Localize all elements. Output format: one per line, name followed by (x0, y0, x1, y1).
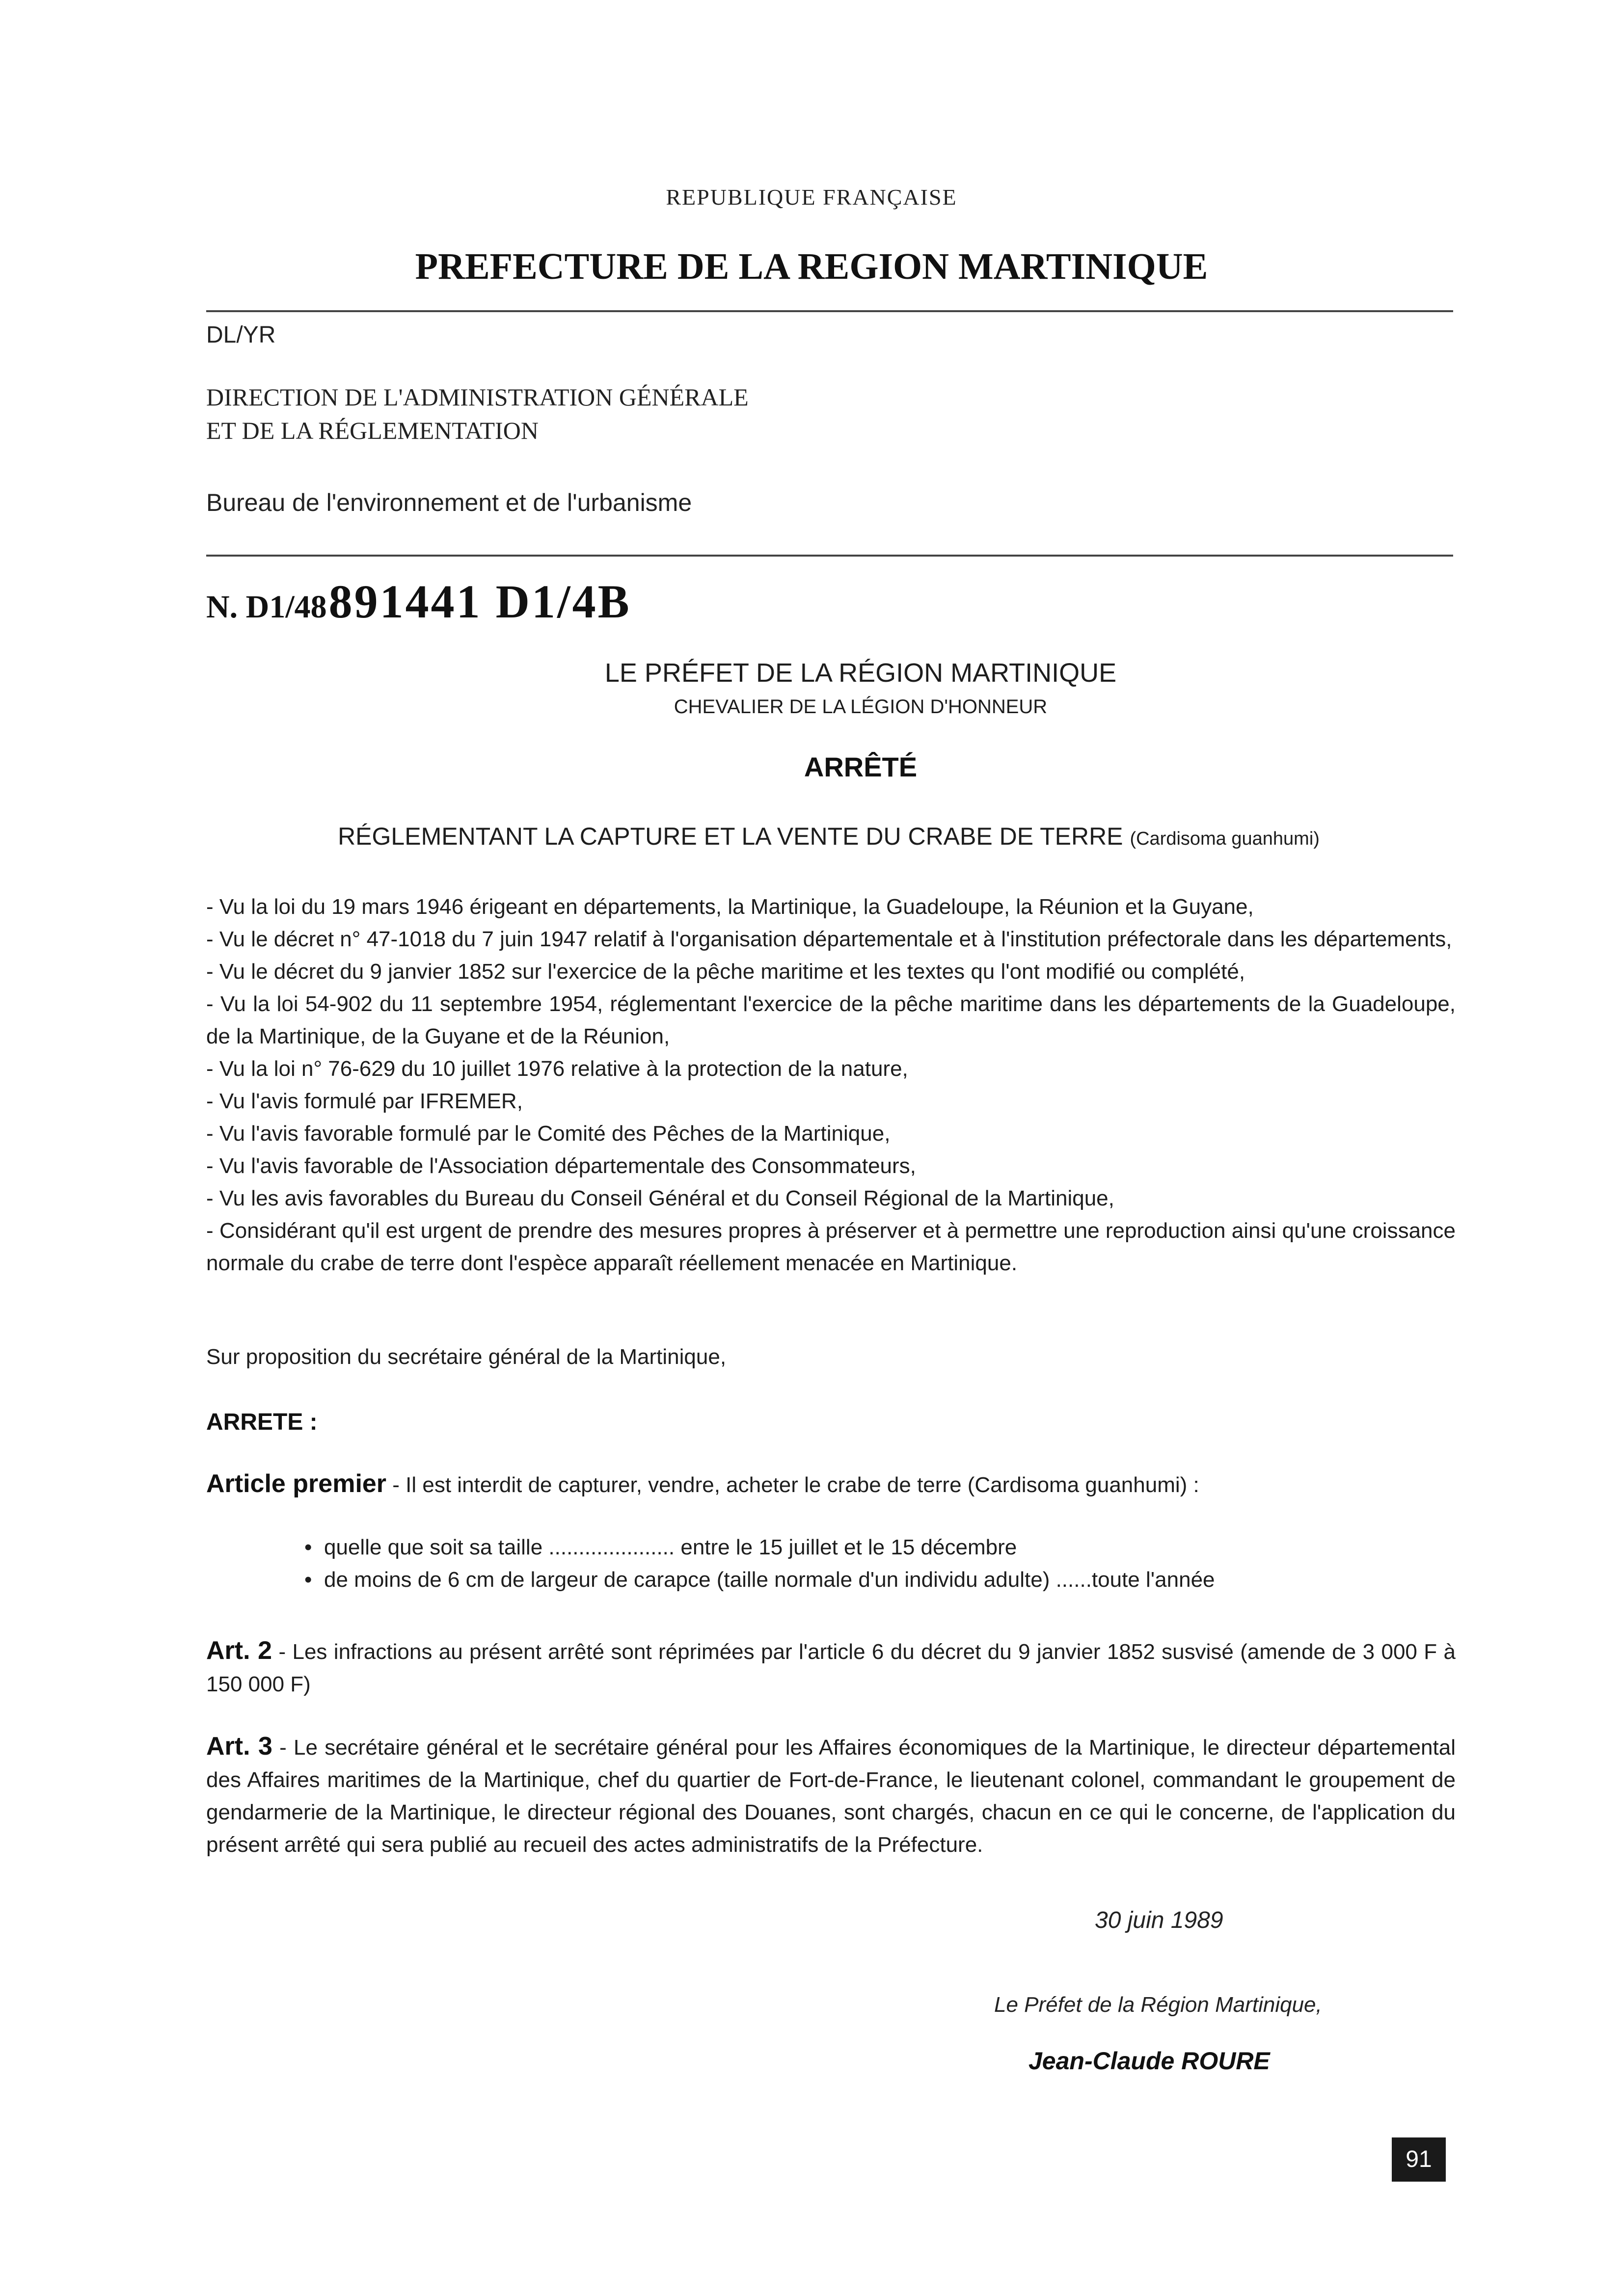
consideration-item: - Vu la loi du 19 mars 1946 érigeant en départements, la Martinique, la Guadeloupe, la Réunion et la Guyane, (206, 895, 1254, 919)
chevalier-title: CHEVALIER DE LA LÉGION D'HONNEUR (674, 696, 1048, 718)
bullet-text: quelle que soit sa taille ..................... entre le 15 juillet et le 15 décembre (324, 1535, 1017, 1559)
article-2-text: - Les infractions au présent arrêté sont réprimées par l'article 6 du décret du 9 janvier 1852 susvisé (amende de 3 000 F à 150 000 F) (206, 1640, 1456, 1696)
article-3-label: Art. 3 (206, 1732, 272, 1761)
consideration-item: - Vu l'avis favorable de l'Association départementale des Consommateurs, (206, 1154, 916, 1178)
prefecture-title: PREFECTURE DE LA REGION MARTINIQUE (415, 246, 1208, 287)
article-premier-label: Article premier (206, 1469, 387, 1498)
article-premier (206, 1468, 1456, 1501)
article-premier-text: - Il est interdit de capturer, vendre, acheter le crabe de terre (Cardisoma guanhumi) : (386, 1473, 1199, 1497)
consideration-item: - Vu les avis favorables du Bureau du Conseil Général et du Conseil Régional de la Martinique, (206, 1186, 1114, 1210)
consideration-item: - Vu le décret n° 47-1018 du 7 juin 1947 relatif à l'organisation départementale et à l'institution préfectorale dans les départements, (206, 927, 1452, 951)
signer-name: Jean-Claude ROURE (1028, 2047, 1270, 2075)
bullet-icon: • (304, 1568, 312, 1592)
direction-block (206, 380, 749, 447)
header-divider (206, 310, 1453, 312)
subject-text: RÉGLEMENTANT LA CAPTURE ET LA VENTE DU CRABE DE TERRE (338, 823, 1123, 850)
subject-scientific-name: (Cardisoma guanhumi) (1130, 828, 1320, 849)
proposition-line: Sur proposition du secrétaire général de la Martinique, (206, 1345, 727, 1369)
article-premier-bullets (304, 1531, 1215, 1596)
bullet-item (304, 1531, 1215, 1564)
bureau-name: Bureau de l'environnement et de l'urbanisme (206, 489, 692, 516)
article-2 (206, 1634, 1456, 1701)
direction-line-2: ET DE LA RÉGLEMENTATION (206, 417, 539, 444)
article-2-label: Art. 2 (206, 1636, 272, 1665)
page-number: 91 (1392, 2137, 1446, 2182)
bullet-item (304, 1564, 1215, 1596)
consideration-item: - Vu la loi 54-902 du 11 septembre 1954, réglementant l'exercice de la pêche maritime dans les départements de la Guadeloupe, de la Martinique, de la Guyane et de la Réunion, (206, 992, 1456, 1048)
reference-code: DL/YR (206, 322, 276, 348)
consideration-item: - Vu l'avis favorable formulé par le Comité des Pêches de la Martinique, (206, 1121, 891, 1146)
article-3 (206, 1730, 1456, 1861)
consideration-item: - Vu le décret du 9 janvier 1852 sur l'exercice de la pêche maritime et les textes qu l'ont modifié ou complété, (206, 960, 1245, 984)
consideration-item: - Vu l'avis formulé par IFREMER, (206, 1089, 523, 1113)
consideration-item: - Considérant qu'il est urgent de prendre des mesures propres à préserver et à permettre une reproduction ainsi qu'une croissance normale du crabe de terre dont l'espèce apparaît réellement menacée en Martinique. (206, 1219, 1456, 1275)
arrete-title: ARRÊTÉ (804, 751, 918, 782)
decree-number (206, 574, 631, 629)
signature-date: 30 juin 1989 (1095, 1907, 1223, 1933)
bullet-icon: • (304, 1535, 312, 1559)
decree-number-prefix: N. D1/48 (206, 589, 327, 625)
article-3-text: - Le secrétaire général et le secrétaire général pour les Affaires économiques de la Martinique, le directeur départemental des Affaires maritimes de la Martinique, chef du quartier de Fort-de-France, le lieutenant colonel, commandant le groupement de gendarmerie de la Martinique, le directeur régional des Douanes, sont chargés, chacun en ce qui le concerne, de l'application du présent arrêté qui sera publié au recueil des actes administratifs de la Préfecture. (206, 1735, 1456, 1857)
prefet-title: LE PRÉFET DE LA RÉGION MARTINIQUE (604, 658, 1117, 688)
direction-line-1: DIRECTION DE L'ADMINISTRATION GÉNÉRALE (206, 383, 749, 411)
considerations-list (206, 891, 1456, 1280)
republic-header: REPUBLIQUE FRANÇAISE (666, 185, 957, 210)
bullet-text: de moins de 6 cm de largeur de carapce (taille normale d'un individu adulte) ......toute l'année (324, 1568, 1215, 1592)
consideration-item: - Vu la loi n° 76-629 du 10 juillet 1976 relative à la protection de la nature, (206, 1057, 908, 1081)
decree-subject (0, 822, 1623, 851)
arrete-heading: ARRETE : (206, 1409, 318, 1435)
signer-title: Le Préfet de la Région Martinique, (994, 1993, 1322, 2017)
section-divider (206, 555, 1453, 557)
decree-number-main: 891441 D1/4B (328, 575, 631, 628)
